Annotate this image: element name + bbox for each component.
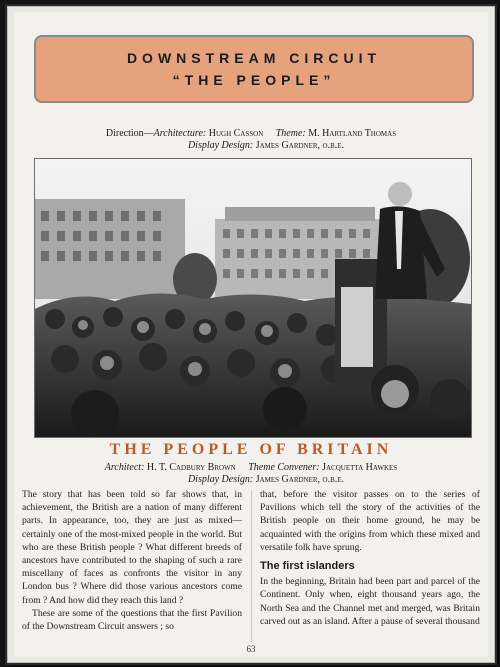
subheading: The first islanders: [260, 560, 355, 573]
title-line-1: DOWNSTREAM CIRCUIT: [126, 50, 382, 66]
architecture-label: Architecture:: [153, 128, 207, 139]
body-paragraph: In the beginning, Britain had been part and parcel of the Continent. Only when, eight thousand years ago, the North Sea and the Channel met and merged, was Britain carved out as an island. After a pause of several thousand: [260, 576, 480, 627]
section-display-name: James Gardner, o.b.e.: [255, 474, 345, 485]
architecture-name: Hugh Casson: [208, 128, 264, 139]
body-paragraph: These are some of the questions that the first Pavilion of the Downstream Circuit answers ; so: [22, 607, 242, 633]
page-number: 63: [246, 644, 256, 654]
display-label: Display Design:: [187, 140, 254, 151]
title-line-2: “THE PEOPLE”: [172, 72, 336, 88]
section-credits-line-2: [14, 474, 488, 485]
section-credits-line-1: [14, 462, 488, 473]
body-column-right: [260, 488, 480, 628]
convener-label: Theme Convener:: [248, 462, 320, 473]
body-paragraph: The story that has been told so far shows that, in achievement, the British are a nation of many different parts. In appearance, too, they are just as mixed—certainly one of the most-mixed people in the world. But who are these British people ? What different breeds of ancestors have contributed to the shaping of such a rare miscellany of faces as confronts the visitor in any London bus ? Where did those various ancestors come from ? And how did they reach this land ?: [22, 489, 242, 606]
architect-label: Architect:: [104, 462, 145, 473]
photo-illustration: [35, 159, 471, 437]
body-column-left: [22, 488, 242, 633]
convener-name: Jacquetta Hawkes: [322, 462, 398, 473]
body-paragraph: that, before the visitor passes on to the series of Pavilions which tell the story of the activities of the British people on their home ground, he may be acquainted with the origins from which these mixed and versatile folk have sprung.: [260, 489, 480, 553]
crowd-speaker-photo: [34, 158, 472, 438]
display-name: James Gardner, o.b.e.: [255, 140, 345, 151]
theme-name: M. Hartland Thomas: [308, 128, 397, 139]
theme-label: Theme:: [275, 128, 306, 139]
book-page: [14, 12, 488, 657]
section-display-label: Display Design:: [187, 474, 254, 485]
column-divider: [251, 490, 252, 642]
architect-name: H. T. Cadbury Brown: [146, 462, 236, 473]
direction-label: Direction—: [105, 128, 154, 139]
page-frame: [7, 6, 495, 663]
credits-line-2: [14, 140, 488, 151]
title-banner: [34, 35, 474, 103]
section-title: THE PEOPLE OF BRITAIN: [109, 441, 393, 458]
credits-line-1: [14, 128, 488, 139]
